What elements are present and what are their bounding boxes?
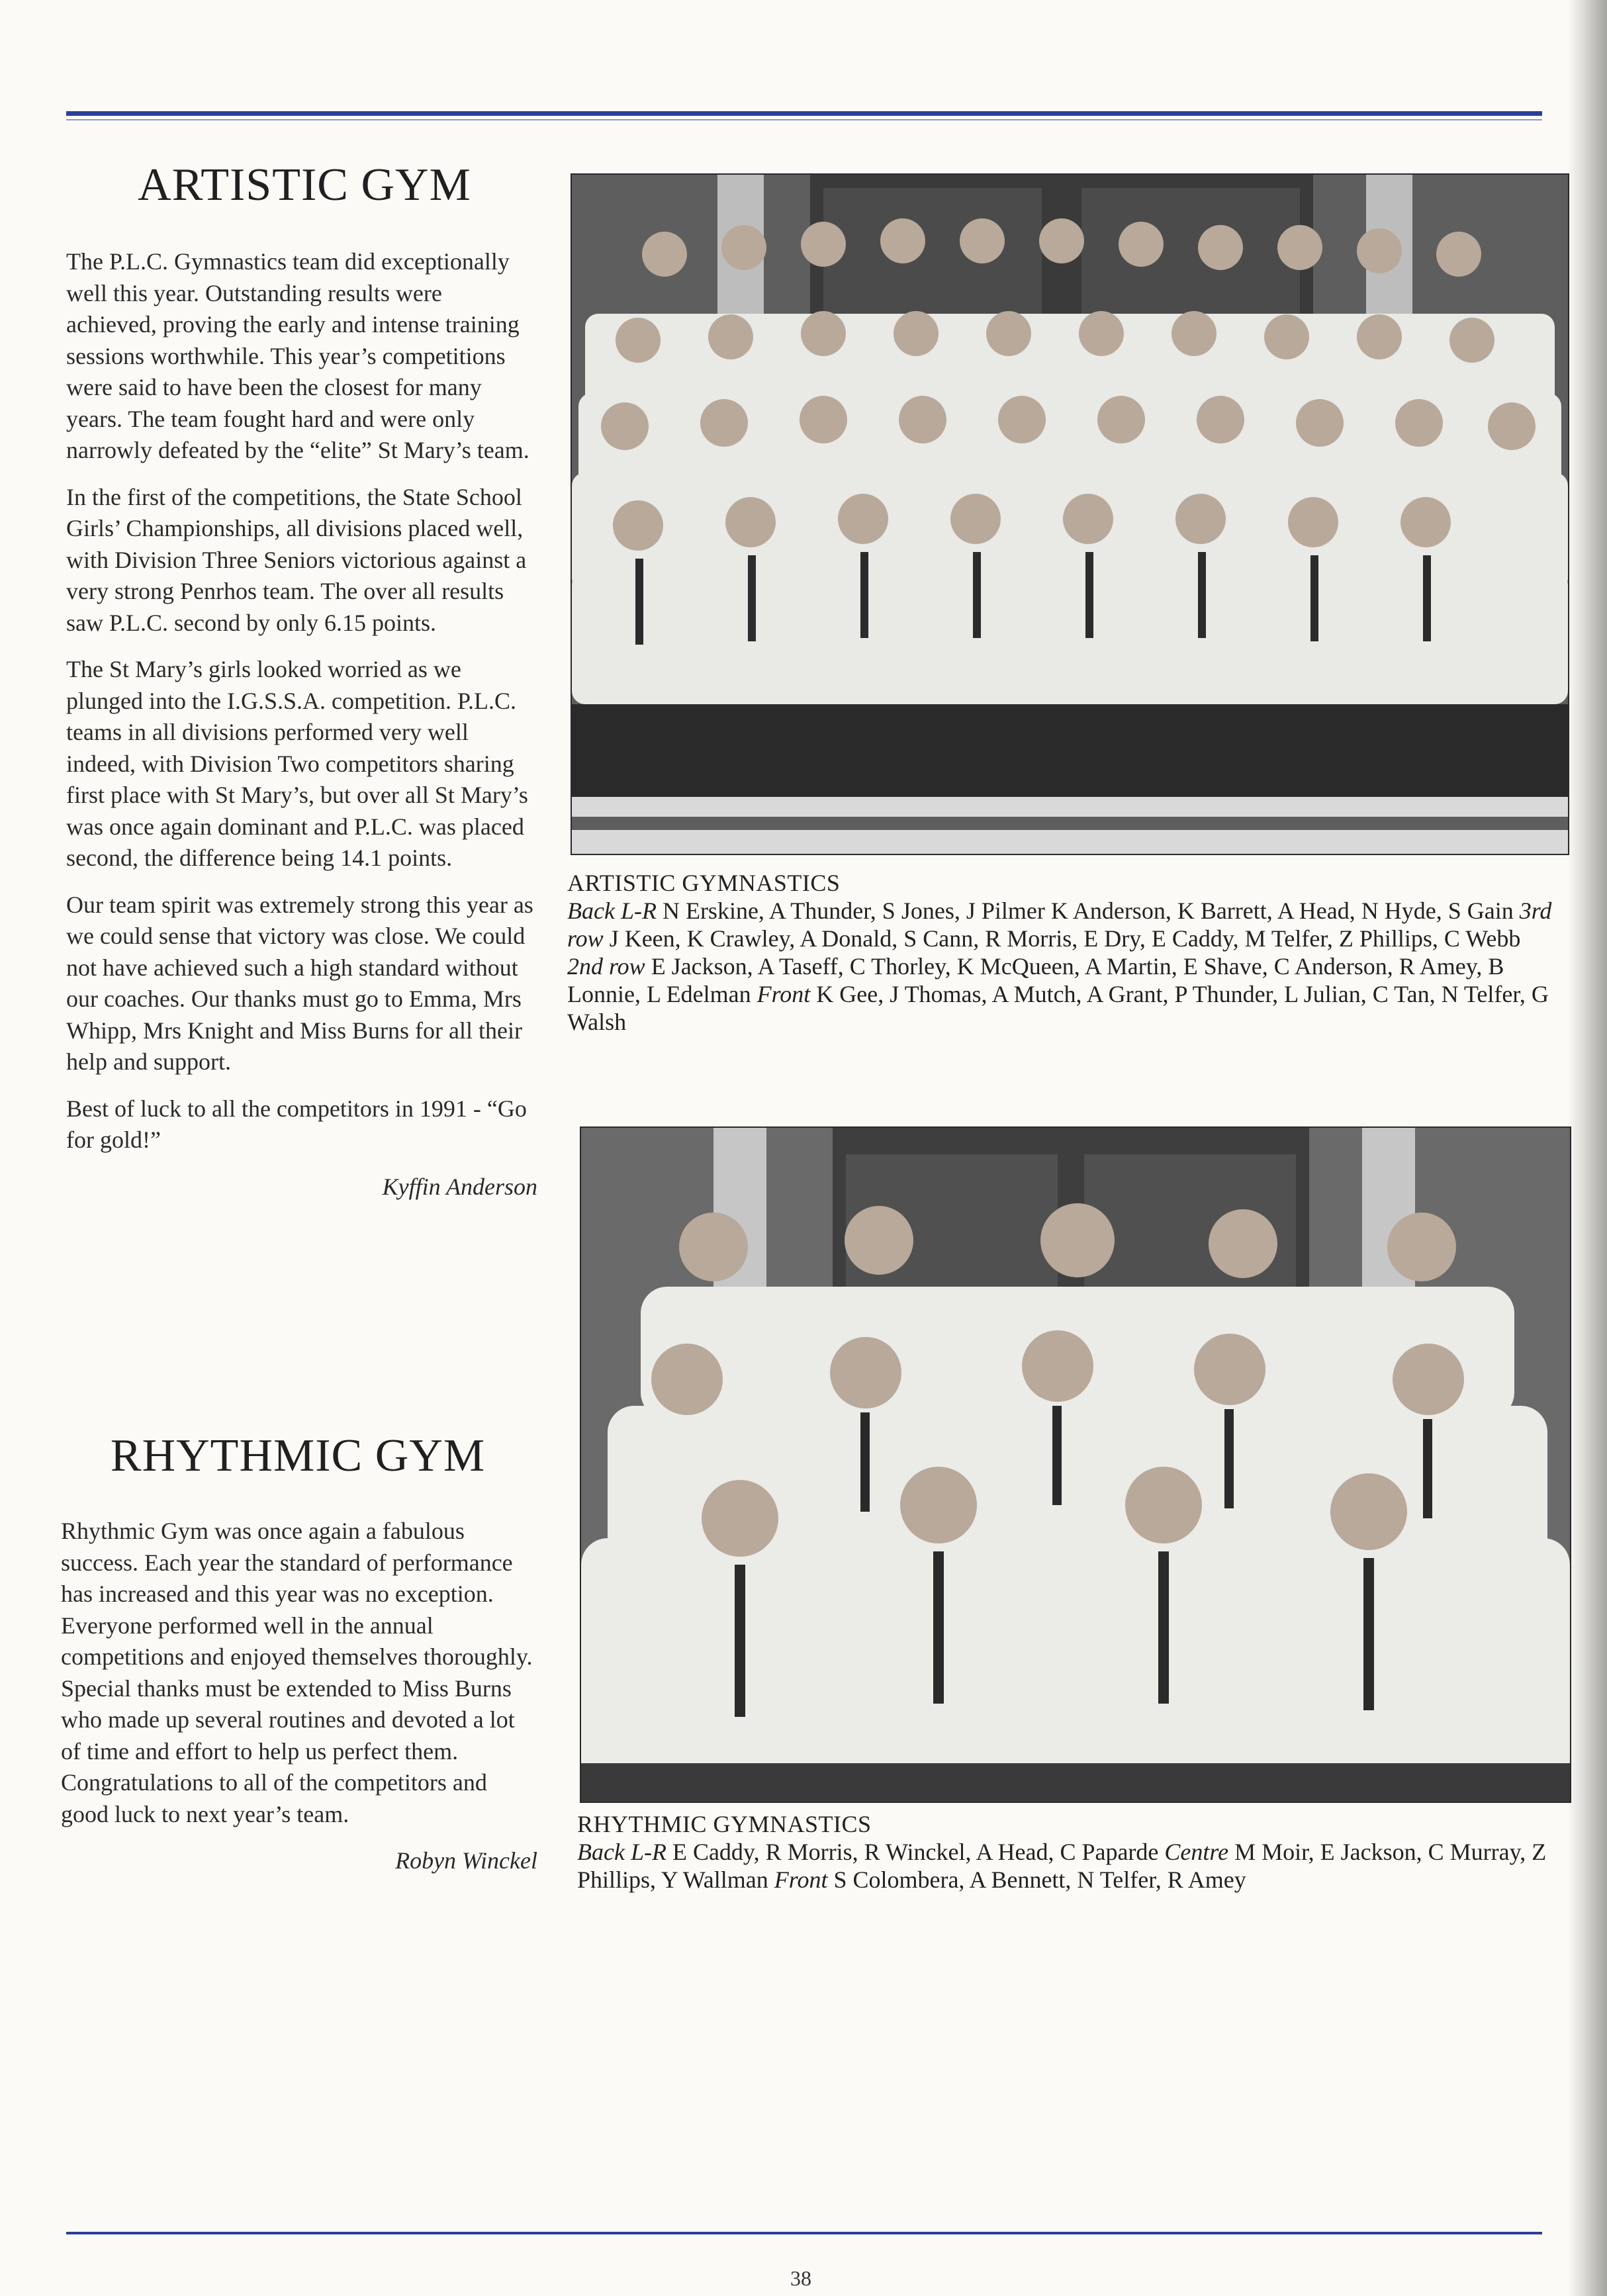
caption-names-front: K Gee, J Thomas, A Mutch, A Grant, P Thunder, L Julian, C Tan, N Telfer, G Walsh <box>567 981 1549 1035</box>
rhythmic-gym-article <box>61 1516 537 1892</box>
rhythmic-author: Robyn Winckel <box>395 1847 537 1874</box>
caption-names-back: E Caddy, R Morris, R Winckel, A Head, C Paparde <box>666 1839 1165 1865</box>
top-rule-thin <box>66 119 1542 120</box>
caption-names-back: N Erskine, A Thunder, S Jones, J Pilmer K Anderson, K Barrett, A Head, N Hyde, S Gain <box>656 897 1520 924</box>
artistic-paragraph-4: Our team spirit was extremely strong this year as we could sense that victory was close. We could not have achieved such a high standard without our coaches. Our thanks must go to Emma, Mrs Whipp, Mrs Knight and Miss Burns for all their help and support. <box>66 891 533 1075</box>
rhythmic-gym-heading: RHYTHMIC GYM <box>110 1430 486 1481</box>
caption-label-centre: Centre <box>1164 1839 1229 1865</box>
binding-shadow <box>1567 0 1607 2296</box>
top-rule <box>66 111 1542 116</box>
artistic-team-photo <box>571 173 1569 855</box>
rhythmic-paragraph-1: Rhythmic Gym was once again a fabulous success. Each year the standard of performance has increased and this year was no exception. Everyone performed well in the annual competitions and enjoyed themselves thoroughly. Special thanks must be extended to Miss Burns who made up several routines and devoted a lot of time and effort to help us perfect them. Congratulations to all of the competitors and good luck to next year’s team. <box>61 1518 533 1827</box>
artistic-gym-article <box>66 246 537 1218</box>
caption-label-front: Front <box>757 981 811 1007</box>
artistic-paragraph-1: The P.L.C. Gymnastics team did exceptionally well this year. Outstanding results were achieved, proving the early and intense training sessions worthwhile. This year’s competitions were said to have been the closest for many years. The team fought hard and were only narrowly defeated by the “elite” St Mary’s team. <box>66 248 529 463</box>
rhythmic-photo-illustration <box>581 1128 1570 1802</box>
rhythmic-photo-caption <box>577 1810 1570 1894</box>
caption-label-front: Front <box>774 1866 828 1893</box>
caption-label-back: Back L-R <box>577 1839 666 1865</box>
rhythmic-team-photo <box>580 1126 1571 1803</box>
artistic-caption-title: ARTISTIC GYMNASTICS <box>567 870 841 896</box>
artistic-author: Kyffin Anderson <box>382 1173 537 1200</box>
caption-names-front: S Colombera, A Bennett, N Telfer, R Amey <box>827 1866 1246 1893</box>
caption-label-back: Back L-R <box>567 897 657 924</box>
caption-label-second-row: 2nd row <box>567 953 645 980</box>
artistic-gym-heading: ARTISTIC GYM <box>138 160 471 210</box>
caption-label-third-row: 3rd row <box>567 897 1552 952</box>
artistic-paragraph-2: In the first of the competitions, the State School Girls’ Championships, all divisions placed well, with Division Three Seniors victorious against a very strong Penrhos team. The over all results saw P.L.C. second by only 6.15 points. <box>66 483 527 636</box>
artistic-paragraph-5: Best of luck to all the competitors in 1991 - “Go for gold!” <box>66 1095 527 1153</box>
artistic-photo-illustration <box>572 175 1568 854</box>
rhythmic-caption-title: RHYTHMIC GYMNASTICS <box>577 1811 872 1837</box>
caption-names-third-row: J Keen, K Crawley, A Donald, S Cann, R Morris, E Dry, E Caddy, M Telfer, Z Phillips, C Webb <box>603 925 1521 952</box>
caption-names-centre: M Moir, E Jackson, C Murray, Z Phillips, Y Wallman <box>577 1839 1547 1893</box>
bottom-rule <box>66 2232 1542 2234</box>
page-number: 38 <box>790 2266 811 2290</box>
caption-names-second-row: E Jackson, A Taseff, C Thorley, K McQueen, A Martin, E Shave, C Anderson, R Amey, B Lonnie, L Edelman <box>567 953 1504 1007</box>
artistic-photo-caption <box>567 869 1560 1036</box>
artistic-paragraph-3: The St Mary’s girls looked worried as we plunged into the I.G.S.S.A. competition. P.L.C. teams in all divisions performed very well indeed, with Division Two competitors sharing first place with St Mary’s, but over all St Mary’s was once again dominant and P.L.C. was placed second, the difference being 14.1 points. <box>66 656 528 871</box>
